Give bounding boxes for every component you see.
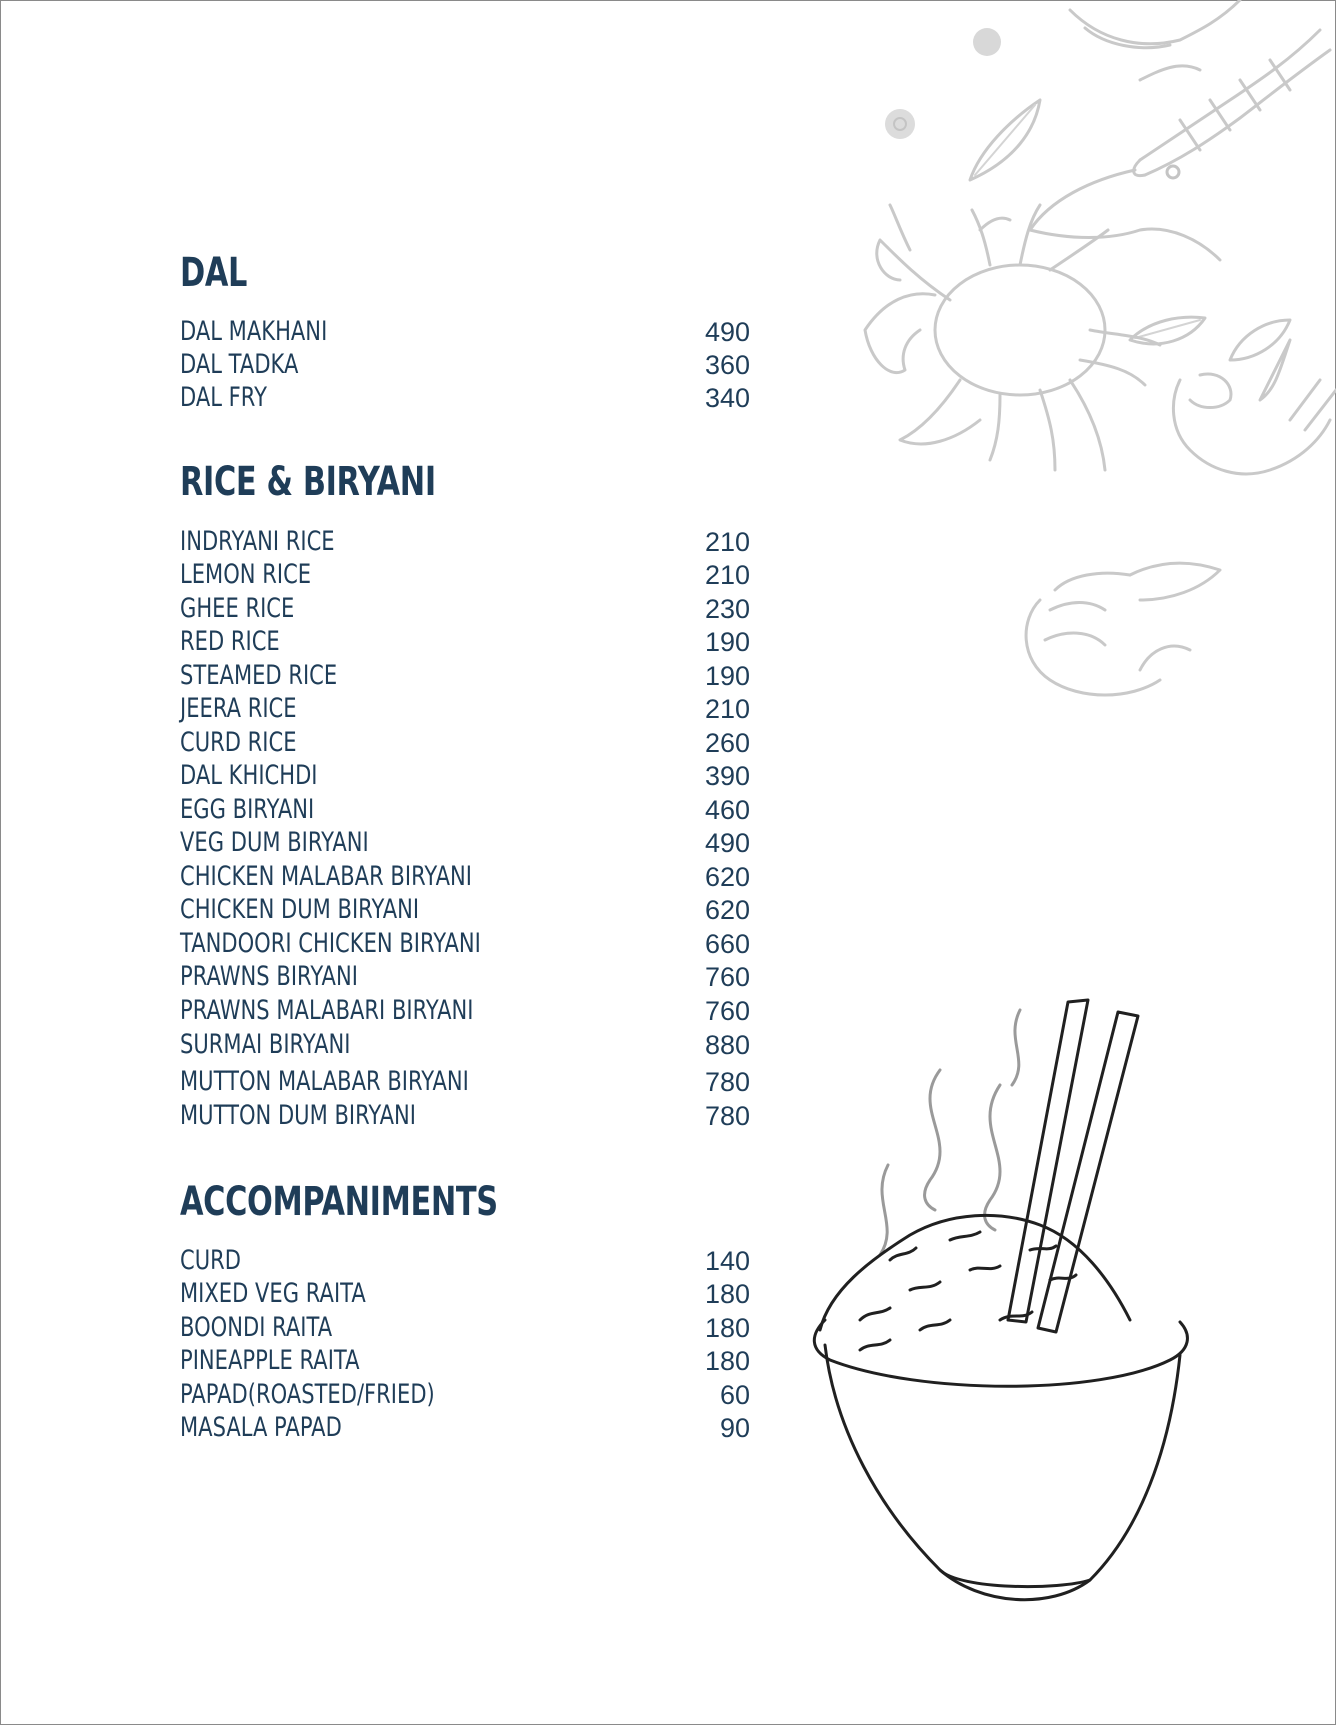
menu-item [180,559,750,591]
item-name: CHICKEN DUM BIRYANI [180,894,420,925]
item-price: 190 [704,661,750,691]
item-price: 210 [704,527,750,557]
section-title-dal: DAL [180,250,247,296]
menu-item [180,827,750,859]
menu-item [180,1245,750,1277]
item-name: MUTTON MALABAR BIRYANI [180,1066,469,1097]
item-name: CHICKEN MALABAR BIRYANI [180,861,472,892]
item-price: 140 [704,1246,750,1276]
item-price: 340 [704,383,750,413]
menu-item [180,593,750,625]
item-name: SURMAI BIRYANI [180,1029,351,1060]
item-name: DAL KHICHDI [180,760,318,791]
item-price: 390 [704,761,750,791]
item-name: PRAWNS MALABARI BIRYANI [180,995,474,1026]
item-name: MASALA PAPAD [180,1412,342,1443]
item-price: 60 [719,1380,750,1410]
item-name: STEAMED RICE [180,660,338,691]
item-name: DAL MAKHANI [180,316,328,347]
item-name: PRAWNS BIRYANI [180,961,358,992]
section-title-rice-biryani: RICE & BIRYANI [180,459,436,505]
menu-item [180,1312,750,1344]
item-price: 760 [704,996,750,1026]
item-name: CURD RICE [180,727,297,758]
item-price: 490 [704,828,750,858]
item-price: 880 [704,1030,750,1060]
item-name: TANDOORI CHICKEN BIRYANI [180,928,481,959]
menu-item [180,660,750,692]
item-name: DAL TADKA [180,349,299,380]
item-price: 180 [704,1346,750,1376]
menu-item [180,1278,750,1310]
item-price: 90 [719,1413,750,1443]
menu-item [180,626,750,658]
item-price: 490 [704,317,750,347]
item-price: 760 [704,962,750,992]
menu-item [180,526,750,558]
menu-item [180,693,750,725]
item-price: 620 [704,895,750,925]
item-price: 620 [704,862,750,892]
menu-item [180,1100,750,1132]
item-name: DAL FRY [180,382,267,413]
item-name: VEG DUM BIRYANI [180,827,369,858]
item-price: 230 [704,594,750,624]
item-name: RED RICE [180,626,280,657]
item-name: LEMON RICE [180,559,312,590]
item-price: 460 [704,795,750,825]
menu-item [180,1029,750,1061]
item-name: PAPAD(ROASTED/FRIED) [180,1379,435,1410]
item-name: EGG BIRYANI [180,794,315,825]
item-price: 180 [704,1279,750,1309]
item-price: 660 [704,929,750,959]
menu-item [180,1412,750,1444]
menu-item [180,316,750,348]
item-name: JEERA RICE [180,693,297,724]
item-price: 210 [704,560,750,590]
menu-item [180,961,750,993]
item-name: GHEE RICE [180,593,295,624]
item-name: MUTTON DUM BIRYANI [180,1100,417,1131]
item-price: 780 [704,1067,750,1097]
item-name: BOONDI RAITA [180,1312,333,1343]
item-name: MIXED VEG RAITA [180,1278,366,1309]
menu-item [180,1066,750,1098]
item-name: PINEAPPLE RAITA [180,1345,360,1376]
menu-item [180,760,750,792]
menu-item [180,928,750,960]
menu-item [180,727,750,759]
menu-item [180,995,750,1027]
item-price: 260 [704,728,750,758]
item-price: 180 [704,1313,750,1343]
menu-item [180,894,750,926]
menu-item [180,1345,750,1377]
item-price: 190 [704,627,750,657]
item-price: 780 [704,1101,750,1131]
menu-item [180,349,750,381]
menu-item [180,382,750,414]
menu-item [180,794,750,826]
item-name: INDRYANI RICE [180,526,335,557]
item-price: 360 [704,350,750,380]
item-name: CURD [180,1245,241,1276]
menu-item [180,861,750,893]
menu-item [180,1379,750,1411]
item-price: 210 [704,694,750,724]
section-title-accompaniments: ACCOMPANIMENTS [180,1179,498,1225]
